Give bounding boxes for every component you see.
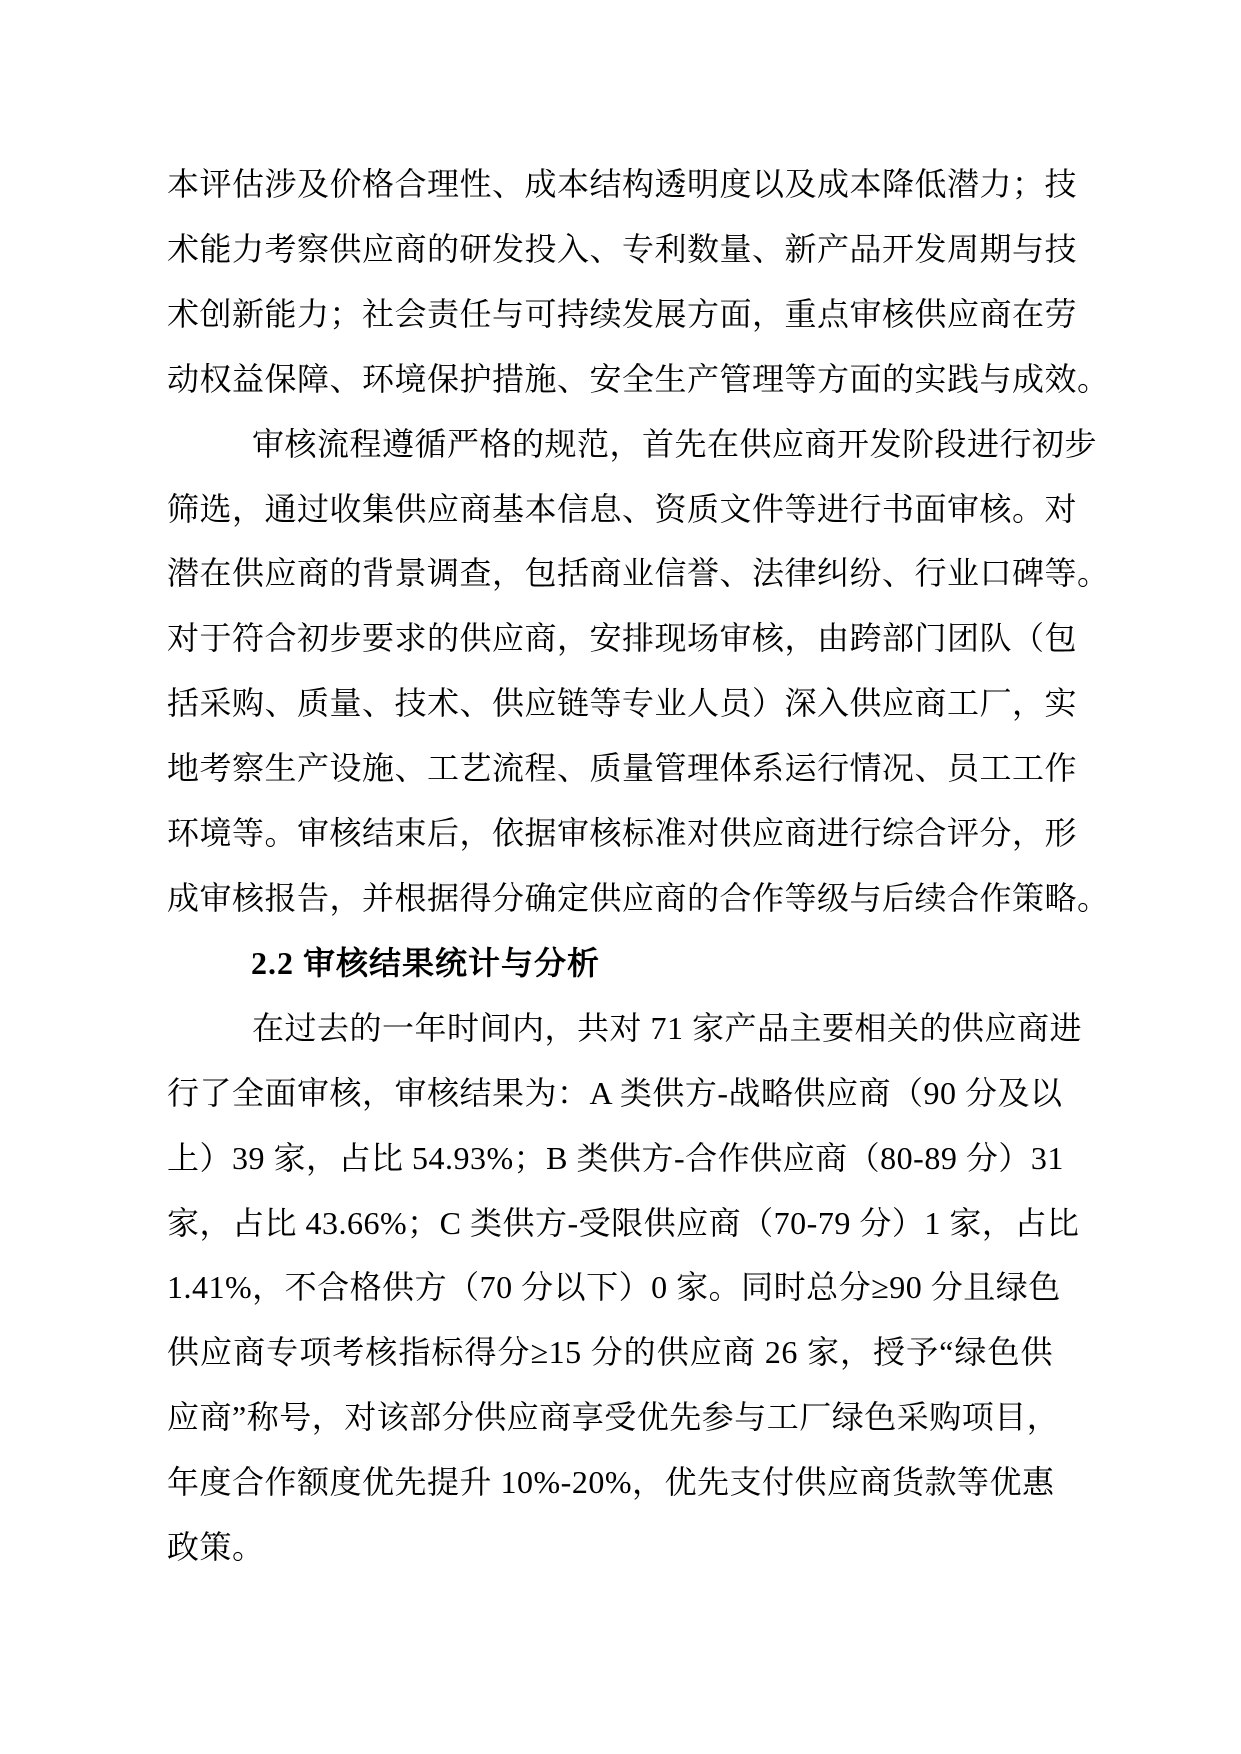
text-line: 上）39 家，占比 54.93%；B 类供方-合作供应商（80-89 分）31 bbox=[167, 1139, 1064, 1176]
text-line: 应商”称号，对该部分供应商享受优先参与工厂绿色采购项目， bbox=[167, 1399, 1060, 1436]
text-line: 审核流程遵循严格的规范，首先在供应商开发阶段进行初步 bbox=[252, 425, 1098, 462]
text-line: 对于符合初步要求的供应商，安排现场审核，由跨部门团队（包 bbox=[167, 620, 1078, 657]
page-body-text bbox=[167, 152, 1110, 1580]
text-line: 1.41%，不合格供方（70 分以下）0 家。同时总分≥90 分且绿色 bbox=[167, 1269, 1061, 1306]
text-line: 年度合作额度优先提升 10%-20%，优先支付供应商货款等优惠 bbox=[167, 1464, 1055, 1501]
text-line: 政策。 bbox=[167, 1529, 265, 1566]
text-line: 成审核报告，并根据得分确定供应商的合作等级与后续合作策略。 bbox=[167, 879, 1110, 916]
text-line: 括采购、质量、技术、供应链等专业人员）深入供应商工厂，实 bbox=[167, 685, 1078, 722]
text-line: 筛选，通过收集供应商基本信息、资质文件等进行书面审核。对 bbox=[167, 490, 1078, 527]
text-line: 动权益保障、环境保护措施、安全生产管理等方面的实践与成效。 bbox=[167, 360, 1110, 397]
text-line: 潜在供应商的背景调查，包括商业信誉、法律纠纷、行业口碑等。 bbox=[167, 555, 1110, 592]
text-line: 家，占比 43.66%；C 类供方-受限供应商（70-79 分）1 家，占比 bbox=[167, 1204, 1080, 1241]
text-line: 供应商专项考核指标得分≥15 分的供应商 26 家，授予“绿色供 bbox=[167, 1334, 1053, 1371]
text-line: 在过去的一年时间内，共对 71 家产品主要相关的供应商进 bbox=[252, 1009, 1083, 1046]
text-line: 术创新能力；社会责任与可持续发展方面，重点审核供应商在劳 bbox=[167, 295, 1078, 332]
text-line: 行了全面审核，审核结果为：A 类供方-战略供应商（90 分及以 bbox=[167, 1074, 1063, 1111]
section-heading: 2.2 审核结果统计与分析 bbox=[251, 944, 601, 981]
text-line: 地考察生产设施、工艺流程、质量管理体系运行情况、员工工作 bbox=[167, 750, 1078, 787]
text-line: 环境等。审核结束后，依据审核标准对供应商进行综合评分，形 bbox=[167, 815, 1078, 852]
text-line: 术能力考察供应商的研发投入、专利数量、新产品开发周期与技 bbox=[167, 230, 1078, 267]
text-line: 本评估涉及价格合理性、成本结构透明度以及成本降低潜力；技 bbox=[167, 166, 1078, 202]
